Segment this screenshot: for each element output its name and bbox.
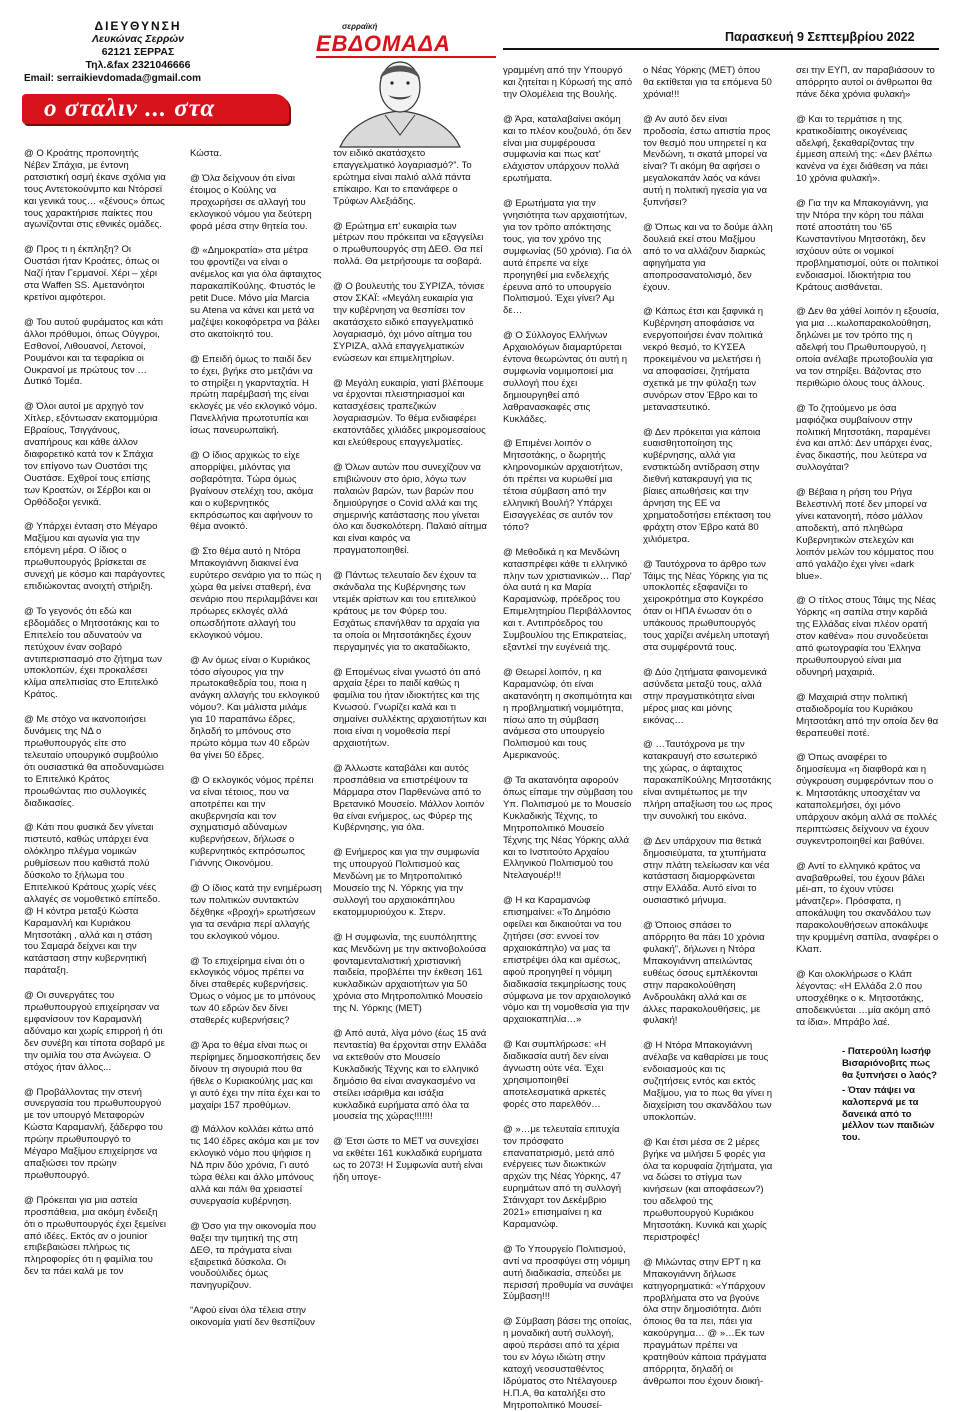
paragraph: @ Όσο για την οικονομία που θαξει την τιμητική της στη ΔΕΘ, τα πράγματα είναι εξαιρετικά δύσκολα. Οι νουδούλιδες όμως πανηγυρίζουν. bbox=[190, 1220, 317, 1292]
paragraph: @ Ο ίδιος αρχικώς το είχε απορρίψει, μιλόντας για σοβαρότητα. Τώρα όμως βγαίνουν στελέχη του, ακόμα και ο κυβερνητικός εκπρόσωπος και αφήνουν το θέμα ανοικτό. bbox=[190, 450, 314, 533]
paragraph: @ Αντί το ελληνικό κράτος να αναβαθρωθεί, του έχουν βάλει μέι-απ, το έχουν ντύσει μάνατζερ». Πρόσφατα, η αποκάλυψη του σκανδάλου των παρακολουθήσεων αποκάλυψε την κρυμμένη σαπίλα, αναφέρει ο Κλαπ. bbox=[796, 860, 939, 955]
paragraph: @ Ο τίτλος στους Τάιμς της Νέας Υόρκης «η σαπίλα στην καρδιά της Ελλάδας είναι πλέον ορατή στον καθένα» που συνοδεύεται από φωτογραφία του Έλληνα πρωθυπουργού είναι μια οδυνηρή μαχαιριά. bbox=[796, 595, 936, 678]
paragraph: γραμμένη από την Υπουργό και ζητείται η Κύρωσή της από την Ολομέλεια της Βουλής. bbox=[503, 65, 633, 100]
paragraph: @ «Δημοκρατία» στα μέτρα του φροντίζει να είναι ο ανέμελος και για όλα άφταιχτος παρακαπίΚούλης. Φτυστός le petit Duce. Μόνο μία Marcia su Atena να κάνει και μετά να μαζέψει κοκοφόρετρα να βάλει στο ακατοίκητό του. bbox=[190, 245, 322, 340]
address-street: Λευκώνας Σερρών bbox=[92, 33, 184, 45]
paragraph: @ Όποιος σπάσει το απόρρητο θα πάει 10 χρόνια φυλακή”, δήλωνει η Ντόρα Μπακογιάννη απειλώντας ευθέως όσους εμπλέκονται στην παρακολούθηση Ανδρουλάκη αλλά και σε άλλες παρακολουθήσεις, με φυλακή! bbox=[643, 920, 765, 1027]
paragraph: @ Επειδή όμως το παιδί δεν το έχει, βγήκε στο μετζιάνι να το στηρίξει η γκαρνταχτία. Η πρώτη παρέμβασή της είναι εκλογές με νέο εκλογικό νόμο. Πανελλήνια πρωτοτυπία και ίσως πανευρωπαϊκή. bbox=[190, 353, 318, 437]
paragraph: @ Υπάρχει ένταση στο Μέγαρο Μαξίμου και αγωνία για την επόμενη μέρα. Ο ίδιος ο πρωθυπουργός βρίσκεται σε συνεχή με κόσμο και παράγοντες επιδιώκοντας ανοιχτή στήριξη. bbox=[24, 521, 165, 592]
paragraph: @ Και έτσι μέσα σε 2 μέρες βγήκε να μιλήσει 5 φορές για όλα τα κορυφαία ζητήματα, για να δώσει το στίγμα των κινήσεων (και αποφάσεων?) του αδελφού της πρωθυπουργού Κυριάκου Μητσοτάκη. Κυνικά και χωρίς περιστροφές! bbox=[643, 1136, 773, 1243]
paragraph: @ Ο βουλευτής του ΣΥΡΙΖΑ, τόνισε στον ΣΚΑΪ: «Μεγάλη ευκαιρία για την κυβέρνηση να θεσπίσει τον ακατάσχετο ειδικό επαγγελματικό λογαριασμό, όχι μόνο αίτημα του ΣΥΡΙΖΑ, αλλά επαγγελματικών ενώσεων και επιμελητηρίων. bbox=[333, 281, 485, 364]
paragraph: τον ειδικό ακατάσχετο επαγγελματικό λογαριασμό?”. Το ερώτημα είναι παλιό αλλά πάντα επίκαιρο. Και το επανάφερε ο Τρύφων Αλεξιάδης. bbox=[333, 148, 472, 207]
column-title: ο σταλιν ... στα σερρας bbox=[44, 95, 216, 150]
text-column-3 bbox=[333, 148, 487, 1184]
paragraph: Κώστα. bbox=[190, 148, 222, 159]
closing-dialogue bbox=[842, 1046, 940, 1147]
paragraph: @ Κάτι που φυσικά δεν γίνεται πιστευτό, καθώς υπάρχει ένα ολόκληρο πλέγμα νομικών ρυθμίσεων που καθιστά πολύ δύσκολο το ξήλωμα του Επιτελικού Κράτους χωρίς νέες αλλαγές σε νομοθετικό επίπεδο. @ Η κόντρα μεταξύ Κώστα Καραμανλή και Κυριάκου Μητσοτάκη , αλλά και η στάση του Σαμαρά δείχνει και την κατάσταση στην κυβερνητική παράταξη. bbox=[24, 822, 161, 977]
paragraph: @ Μεθοδικά η κα Μενδώνη κατασπρέφει κάθε τι ελληνικό πλην των χριστιανικών… Παρ' όλα αυτά η κα Μαρία Καραμανώφ, πρόεδρος του Επιμελητηρίου Περιβάλλοντος και τ. Αντιπρόεδρος του Συμβουλίου της Επικρατείας, εξαντλεί την ευγένειά της. bbox=[503, 546, 632, 653]
column-title-banner bbox=[22, 94, 289, 150]
paragraph: @ Ερώτημα επ' ευκαιρία των μέτρων που πρόκειται να εξαγγείλει ο πρωθυπουργός στη ΔΕΘ. Θα πεί πολλά. Θα μετρήσουμε τα σοβαρά. bbox=[333, 220, 484, 268]
paragraph: @ Οι συνεργάτες του πρωθυπουργού επιχείρησαν να εμφανίσουν τον Καραμανλή αδύναμο και χωρίς επιρροή ή ότι δεν συνέβη και τίποτα σοβαρό με την ομιλία του στα Ανώγεια. Ο στόχος ήταν άλλος... bbox=[24, 990, 165, 1073]
address-title: ΔΙΕΥΘΥΝΣΗ bbox=[94, 19, 182, 33]
address-block bbox=[24, 19, 248, 85]
paragraph: @ Η κα Καραμανώφ επισημαίνει: «Το Δημόσιο οφείλει και δικαιούται να του ζητήσει (σσ: εννοεί τον αρχαιοκάπηλο) να μας τα επιστρέψει όλα και αμέσως, αφού προηγηθεί η νόμιμη διαδικασία τεκμηρίωσης τους σύμφωνα με τον αρχαιολογικό νόμο και τη νομοθεσία για την αρχαιοκαπηλία…» bbox=[503, 895, 631, 1026]
text-column-6 bbox=[796, 65, 939, 1028]
paragraph: @ Η συμφωνία, της ευυπόληπτης κας Μενδώνη με την ακτινοβολούσα φονταμενταλιστική χριστιανική παιδεία, προβλέπει την έκθεση 161 κυκλαδικών αρχαιοτήτων για 50 χρόνια στο Μητροπολιτικό Μουσείο της Ν. Υόρκης (ΜΕΤ) bbox=[333, 931, 487, 1015]
paragraph: @ Ενήμερος και για την συμφωνία της υπουργού Πολιτισμού κας Μενδώνη με το Μητροπολιτικό Μουσείο της Ν. Υόρκης για την συλλογή του αρχαιοκάπηλου εκατομμυριούχου κ. Στερν. bbox=[333, 847, 480, 918]
paragraph: @ Στο θέμα αυτό η Ντόρα Μπακογιάννη διακινεί ένα ευρύτερο σενάριο για το πώς η χώρα θα μείνει σταθερή, ένα σενάριο που περιλαμβάνει και πρόωρες εκλογές αλλά οπωσδήποτε αλλαγή του εκλογικού νόμου. bbox=[190, 546, 322, 641]
paragraph: @ Πρόκειται για μια αστεία προσπάθεια, μια ακόμη ένδειξη ότι ο πρωθυπουργός έχει ξεμείνει από ιδέες. Εκτός αν ο jounior επιβεβαιώσει πλήρως τις πληροφορίες ότι η φαμίλια του δεν τα πάει καλά με τον bbox=[24, 1194, 166, 1278]
paragraph: @ »…με τελευταία επιτυχία τον πρόσφατο επαναπατρισμό, μετά από ενέργειες των διωκτικών αρχών της Νέας Υόρκης, 47 ευρημάτων από τη συλλογή Στάινχαρτ τον Δεκέμβριο 2021» επισημαίνει η κα Καραμανώφ. bbox=[503, 1123, 622, 1230]
paragraph: @ Με στόχο να ικανοποιήσει δυνάμεις της ΝΔ ο πρωθυπουργός είτε στο τελευταίο υπουργικό συμβούλιο ότι ουσιαστικά θα αποδυναμώσει το Επιτελικό Κράτος προωθώντας πιο συλλογικές διαδικασίες. bbox=[24, 714, 164, 809]
paragraph: @ Τα ακατανόητα αφορούν όπως είπαμε την σύμβαση του Υπ. Πολιτισμού με το Μουσείο Κυκλαδικής Τέχνης, το Μητροπολιτικό Μουσείο Τέχνης της Νέας Υόρκης αλλά και το Ινστιτούτο Αρχαίου Ελληνικού Πολιτισμού του Ντελαγουέρ!!! bbox=[503, 775, 633, 882]
closing-question: - Πατερούλη Ιωσήφ Βισαριόνοβιτς πως θα ξυπνήσει ο λαός? bbox=[842, 1046, 937, 1081]
paragraph: ο Νέας Υόρκης (ΜΕΤ) όπου θα εκτίθεται για τα επόμενα 50 χρόνια!!! bbox=[643, 65, 772, 100]
paragraph: @ Όλα δείχνουν ότι είναι έτοιμος ο Κούλης να προχωρήσει σε αλλαγή του εκλογικού νόμου για δεύτερη φορά μέσα στην θητεία του. bbox=[190, 172, 312, 232]
paragraph: @ Άρα, καταλαβαίνει ακόμη και το πλέον κουζουλό, ότι δεν είναι μια συμφέρουσα συμφωνία και πως κατ' ελάχιστον υπάρχουν πολλά ερωτήματα. bbox=[503, 113, 632, 185]
paragraph: @ Ο Σύλλογος Ελλήνων Αρχαιολόγων διαμαρτύρεται έντονα θεωρώντας ότι αυτή η συμφωνία νομιμοποιεί μια συλλογή που έχει δημιουργηθεί από λαθρανασκαφές στις Κυκλάδες. bbox=[503, 330, 628, 425]
paragraph: @ Η Ντόρα Μπακογιάννη ανέλαβε να καθαρίσει με τους ενδοιασμούς και τις συζητήσεις εντός και εκτός Μαξίμου, για το πως θα γίνει η διαχείριση του σκανδάλου των υποκλοπών. bbox=[643, 1040, 773, 1123]
paragraph: @ Επιμένει λοιπόν ο Μητσοτάκης, ο δωρητής κληρονομικών αρχαιοτήτων, ότι πρέπει να κυρωθεί μια τέτοια σύμβαση από την ελληνική Βουλή? Υπάρχει Εισαγγελέας σε αυτόν τον τόπο? bbox=[503, 438, 623, 533]
paragraph: @ Μάλλον κολλάει κάτω από τις 140 έδρες ακόμα και με τον εκλογικό νόμο που ψήφισε η ΝΔ πριν δύο χρόνια, Γι αυτό τώρα θέλει και άλλο μπόνους αλλά και πάλι θα χρειαστεί συνεργασία κυβέρνηση. bbox=[190, 1124, 320, 1207]
paragraph: @ Σύμβαση βάσει της οποίας, η μοναδική αυτή συλλογή, αφού περάσει από τα χέρια του εν λόγω ιδιώτη στην κατοχή νεοσυσταθέντος Ιδρύματος στο Ντέλαγουερ Η.Π.Α, θα καταλήξει στο Μητροπολιτικό Μουσεί- bbox=[503, 1316, 632, 1411]
paragraph: @ Μιλώντας στην ΕΡΤ η κα Μπακογιάννη δήλωσε κατηγορηματικά: «Υπάρχουν προβλήματα στο να βγούνε όλα στην δημοσιότητα. Διότι όποιος θα τα πει, πάει για κακούργημα… @ »…Εκ των πραγμάτων πρέπει να κρατηθούν κάποια πράγματα απόρρητα, δηλαδή οι άνθρωποι που έχουν διοική- bbox=[643, 1256, 767, 1387]
paragraph: @ Δεν υπάρχουν πια θετικά δημοσιεύματα, τα χτυπήματα στην πλάτη τελείωσαν και νέα κατάσταση διαμορφώνεται στην Ελλάδα. Αυτό είναι το ουσιαστικό μήνυμα. bbox=[643, 835, 770, 907]
paragraph: @ Του αυτού φυράματος και κάτι άλλοι πρόθυμοι, όπως Ούγγροι, Εσθονοί, Λιθουανοί, Λετονοί, Ρουμάνοι και τα τεφαρίκια οι Ουκρανοί με πρώτους τον …Δυτικό Τομέα. bbox=[24, 316, 163, 388]
issue-date: Παρασκευή 9 Σεπτεμβρίου 2022 bbox=[725, 30, 915, 44]
stalin-portrait-illustration bbox=[300, 55, 500, 147]
paragraph: @ Όπως και να το δούμε άλλη δουλειά εκεί στου Μαξίμου από το να αλλάζουν διαρκώς αφηγήματα για αποπροσανατολισμό, δεν έχουν. bbox=[643, 221, 773, 293]
paragraph: @ Μαχαιριά στην πολιτική σταδιοδρομία του Κυριάκου Μητσοτάκη από την οποία δεν θα θεραπευθεί ποτέ. bbox=[796, 691, 939, 739]
paragraph: @ Αν αυτό δεν είναι προδοσία, έστω απιστία προς τον θεσμό που υπηρετεί η κα Μενδώνη, τι σκατά μπορεί να είναι? Τι ακόμη θα αφήσει ο μεγαλοκαπάν λαός να κάνει αυτή η πολιτική ηγεσία για να ξυπνήσει? bbox=[643, 113, 771, 209]
paragraph: @ Άλλωστε καταβάλει και αυτός προσπάθεια να επιστρέψουν τα Μάρμαρα στον Παρθενώνα από το Βρετανικό Μουσείο. Μάλλον λοιπόν θα είναι ενήμερος, ως Φύρερ της Κυβέρνησης, για όλα. bbox=[333, 762, 485, 834]
paragraph: @ Για την κα Μπακογιάννη, για την Ντόρα την κόρη του πάλαι ποτέ αποστάτη του '65 Κωνσταντίνου Μητσοτάκη, δεν ισχύουν ούτε οι νομικοί προβληματισμοί, ούτε οι πολιτικοί ενδοιασμοί. Ιδιοκτήτρια του Κράτους αισθάνεται. bbox=[796, 198, 939, 293]
logo-name: ΕΒΔΟΜΑΔΑ bbox=[316, 31, 451, 56]
paragraph: @ Μεγάλη ευκαιρία, γιατί βλέπουμε να έρχονται πλειστηριασμοί και κατασχέσεις τραπεζικών λογαριασμών. Το θέμα ενδιαφέρει εκατοντάδες χιλιάδες μικρομεσαίους και ελεύθερους επαγγελματίες. bbox=[333, 377, 486, 449]
paragraph: @ Και το τερμάτισε η της κρατικοδίαιτης οικογένειας αδελφή, ξεκαθαρίζοντας την έμμεση απειλή της: «Δεν βλέπω κανένα να έχει διάθεση να πάει 10 χρόνια φυλακή». bbox=[796, 113, 933, 185]
text-column-4 bbox=[503, 65, 633, 1412]
paragraph: @ Δύο ζητήματα φαινομενικά ασύνδετα μεταξύ τους, αλλά στην πραγματικότητα είναι μέρος μιας και μόνης εικόνας… bbox=[643, 666, 767, 726]
paragraph: @ Επομένως είναι γνωστό ότι από αρχαία ξέρει το παιδί καθώς η φαμίλια του ήταν ιδιοκτήτες και της Κνωσού. Γνωρίζει καλά και τι σημαίνει συλλέκτης αρχαιοτήτων και ποια είναι η νομοθεσία περί αρχαιοτήτων. bbox=[333, 666, 487, 749]
paragraph: @ Από αυτά, λίγα μόνο (έως 15 ανά πενταετία) θα έρχονται στην Ελλάδα να εκτεθούν στο Μουσείο Κυκλαδικής Τέχνης και το ελληνικό δημόσιο θα είναι αναγκασμένο να στείλει ισάριθμα και ισάξια κυκλαδικά ευρήματα από όλα τα μουσεία της χώρας!!!!!!! bbox=[333, 1028, 487, 1123]
paragraph: @ Προβάλλοντας την στενή συνεργασία του πρωθυπουργού με τον υπουργό Μεταφορών Κώστα Καραμανλή, ξάδερφο του πρώην πρωθυπουργό το Μέγαρο Μαξίμου επιχείρησε να απαξιώσει τον πρώην πρωθυπουργό. bbox=[24, 1086, 163, 1181]
paragraph: @ Βέβαια η ρήση του Ρήγα Βελεστινλή ποτέ δεν μπορεί να γίνει κατανοητή, πόσο μάλλον αποδεκτή, από πληθώρα Κυβερνητικών στελεχών και λοιπόν μελών του κόμματος που από γαλάζιο έχει γίνει «dark blue». bbox=[796, 487, 934, 582]
paragraph: @ Πάντως τελευταίο δεν έχουν τα σκάνδαλα της Κυβέρνησης των ντεμέκ αρίστων και του επιτελικού κράτους με τον Φύρερ του. Εσχάτως επανήλθαν τα αρχαία για τα οποία οι Μητσοτάκηδες έχουν περγαμηνές για το ακαταδίωκτο, bbox=[333, 570, 480, 653]
paragraph: @ Δεν πρόκειται για κάποια ευαισθητοποίηση της κυβέρνησης, αλλά για ενστικτώδη αντίδραση στην διεθνή κατακραυγή για τις βίαιες απωθήσεις και την άρνηση της ΕΕ να χρηματοδοτήσει επέκταση του φράχτη στον Έβρο κατά 80 χιλιόμετρα. bbox=[643, 426, 771, 545]
paragraph: @ Προς τι η έκπληξη? Οι Ουστάσι ήταν Κροάτες, όπως οι Ναζί ήταν Γερμανοί. Χέρι – χέρι στα Waffen SS. Αμετανόητοι κρετίνοι αμφότεροι. bbox=[24, 244, 160, 303]
paragraph: @ Θεωρεί λοιπόν, η κα Καραμανώφ, ότι είναι ακατανόητη η σκοπιμότητα και η προβληματική νομιμότητα, πίσω απο τη σύμβαση ανάμεσα στο υπουργείο Πολιτισμού και τους Αμερικανούς. bbox=[503, 666, 632, 762]
paragraph: @ Και ολοκλήρωσε ο Κλάπ λέγοντας: «Η Ελλάδα 2.0 που υποσχέθηκε ο κ. Μητσοτάκης, αποδεικνύεται …μία ακόμη από τα ίδια». Μπράβο λαέ. bbox=[796, 968, 931, 1028]
paragraph: @ Άρα το θέμα είναι πως οι περίφημες δημοσκοπήσεις δεν δίνουν τη σιγουριά που θα ήθελε ο Κυριακούλης μας και γι αυτό έχει την πίτα έχει και το μαχαίρι 157 προθύμων. bbox=[190, 1040, 321, 1111]
paragraph: @ Όπως αναφέρει το δημοσίευμα «η διαφθορά και η σύγκρουση συμφερόντων που ο κ. Μητσοτάκης υποσχέταν να καταπολεμήσει, όχι μόνο υπάρχουν ακόμη αλλά σε πολλές περιπτώσεις δείχνουν να έχουν συγκεντροποιηθεί και βαθύνει. bbox=[796, 752, 937, 847]
paragraph: @ Όλοι αυτοί με αρχηγό τον Χίτλερ, εξόντωσαν εκατομμύρια Εβραίους, Τσιγγάνους, αναπήρους και κάθε άλλον διαφορετικό κατά τον κ Σπάχια τον επίγονο των Ουστάσι της Ουστάσε. Εχθροί τους επίσης των Κροατών, οι Σέρβοι και οι Ορθόδοξοι γενικά. bbox=[24, 401, 158, 508]
text-column-5 bbox=[643, 65, 773, 1388]
paragraph: “Αφού είναι όλα τέλεια στην οικονομία γιατί δεν θεσπίζουν bbox=[190, 1305, 315, 1329]
paragraph: @ …Ταυτόχρονα με την κατακραυγή στο εσωτερικό της χώρας, ο άφταιχτος παρακαπίΚούλης Μητσοτάκης είναι αντιμέτωπος με την πλήρη απαξίωση του ως προς την συνολική του εικόνα. bbox=[643, 739, 773, 822]
paragraph: @ Ταυτόχρονα το άρθρο των Τάιμς της Νέας Υόρκης για τις υποκλοπές εξαφανίζει το χειροκρότημα στο Κογκρέσο όταν οι ΗΠΑ ένωσαν ότι ο υπάκουος πρωθυπουργός τους χαρίζει ανέμελη υποταγή στα συμφέροντά τους. bbox=[643, 558, 770, 653]
paragraph: @ Το γεγονός ότι εδώ και εβδομάδες ο Μητσοτάκης και το Επιτελείο του αδυνατούν να πετύχουν έναν σοβαρό αντιπερισπασμό στο ζήτημα των υποκλοπών, έχει προκαλέσει κλίμα απελπισίας στο Επιτελικό Κράτος. bbox=[24, 605, 162, 701]
paragraph: @ Ο Κροάτης προπονητής Νέβεν Σπάχια, με έντονη ρατσιστική οσμή έκανε σχόλια για τους Αντετοκούνμπο και Ντόρσεϊ και γενικά τους… «ξένους» όπως τους χαρακτήρισε παίκτες που αγωνίζονται στις εθνικές ομάδες. bbox=[24, 148, 166, 231]
paragraph: @ Το Υπουργείο Πολιτισμού, αντί να προσφύγει στη νόμιμη αυτή διαδικασία, σπεύδει με περισσή προθυμία να συνάψει Σύμβαση!!! bbox=[503, 1243, 633, 1303]
paragraph: @ Το ζητούμενο με όσα μαφιόζικα συμβαίνουν στην πολιτική Μητσοτάκη, παραμένει ένα και απλό: Δεν υπάρχει ένας, ένας δικαστής, που λεύτερα να συλλογάται? bbox=[796, 402, 933, 474]
paragraph: @ Όλων αυτών που συνεχίζουν να επιβιώνουν στο όριο, λόγω των παλαιών βαρών, των βαρών που δημιούργησε ο Covid αλλά και της σημερινής κατάστασης που γίνεται όλο και δυσκολότερη. Παλαιό αίτημα και είναι καιρός να πραγματοποιηθεί. bbox=[333, 461, 487, 557]
text-column-2 bbox=[190, 148, 322, 1329]
paragraph: @ Κάπως έτσι και ξαφνικά η Κυβέρνηση αποφάσισε να ενεργοποιήσει έναν πολιτικά νεκρό θεσμό, το ΚΥΣΕΑ προκειμένου να μελετήσει ή να αποφασίσει, ζητήματα σχετικά με την φύλαξη των συνόρων στον Έβρο και το μεταναστευτικό. bbox=[643, 306, 764, 413]
address-city: 62121 ΣΕΡΡΑΣ bbox=[101, 46, 175, 58]
paragraph: σει την ΕΥΠ, αν παραβιάσουν το απόρρητο αυτοί οι άνθρωποι θα πάνε δέκα χρόνια φυλακή» bbox=[796, 65, 935, 100]
paragraph: @ Ο εκλογικός νόμος πρέπει να είναι τέτοιος, που να αποτρέπει και την ακυβερνησία και τον σχηματισμό αδύναμων κυβερνήσεων, δήλωσε ο κυβερνητικός εκπρόσωπος Γιάννης Οικονόμου. bbox=[190, 774, 314, 870]
paragraph: @ Και συμπλήρωσε: «Η διαδικασία αυτή δεν είναι άγνωστη ούτε νέα. Έχει χρησιμοποιηθεί αποτελεσματικά αρκετές φορές στο παρελθόν… bbox=[503, 1039, 609, 1110]
paragraph: @ Ο ίδιος κατά την ενημέρωση των πολιτικών συντακτών δέχθηκε «βροχή» ερωτήσεων για τα σενάρια περί αλλαγής του εκλογικού νόμου. bbox=[190, 883, 322, 942]
logo-kicker: σερραϊκή bbox=[342, 22, 378, 31]
paragraph: @ Έτσι ώστε το ΜΕΤ να συνεχίσει να εκθέτει 161 κυκλαδικά ευρήματα ως το 2073! Η Συμφωνία αυτή είναι ήδη υπογε- bbox=[333, 1136, 483, 1184]
paragraph: @ Ερωτήματα για την γνησιότητα των αρχαιοτήτων, για τον τρόπο απόκτησης τους, για τον χρόνο της συμφωνίας (50 χρόνια). Για όλ αυτά έπρεπε να είχε προηγηθεί μια ενδελεχής έρευνα από το υπουργείο Πολιτισμού. Έχει γίνει? Αμ δε… bbox=[503, 198, 632, 317]
email-address: Email: serraikievdomada@gmail.com bbox=[24, 73, 202, 84]
closing-answer: - Όταν πάψει να καλοπερνά με τα δανεικά από το μέλλον των παιδιών του. bbox=[842, 1084, 935, 1144]
date-divider bbox=[503, 48, 939, 50]
paragraph: @ Το επιχείρημα είναι ότι ο εκλογικός νόμος πρέπει να δίνει σταθερές κυβερνήσεις. Όμως ο νόμος με το μπόνους των 40 εδρών δεν δίνει σταθερές κυβερνήσεις? bbox=[190, 955, 316, 1027]
paragraph: @ Αν όμως είναι ο Κυριάκος τόσο σίγουρος για την πρωτοκαθεδρία του, ποια η ανάγκη αλλαγής του εκλογικού νόμου?. Και μάλιστα μιλάμε για 10 παραπάνω έδρες, δηλαδή το μπόνους στο πρώτο κόμμα των 40 εδρών θα γίνει 50 έδρες. bbox=[190, 654, 320, 761]
paragraph: @ Δεν θα χάθεί λοιπόν η εξουσία, για μια …κωλοπαρακολούθηση, δηλώνει με τον τρόπο της η αδελφή του Πρωθυπουργού, η οποία ανέλαβε πρωτοβουλία για να τον στηρίξει. Βάζοντας στο περιθώριο όλους τους άλλους. bbox=[796, 306, 940, 389]
text-column-1 bbox=[24, 148, 166, 1278]
phone-number: Τηλ.&fax 2321046666 bbox=[85, 59, 191, 71]
